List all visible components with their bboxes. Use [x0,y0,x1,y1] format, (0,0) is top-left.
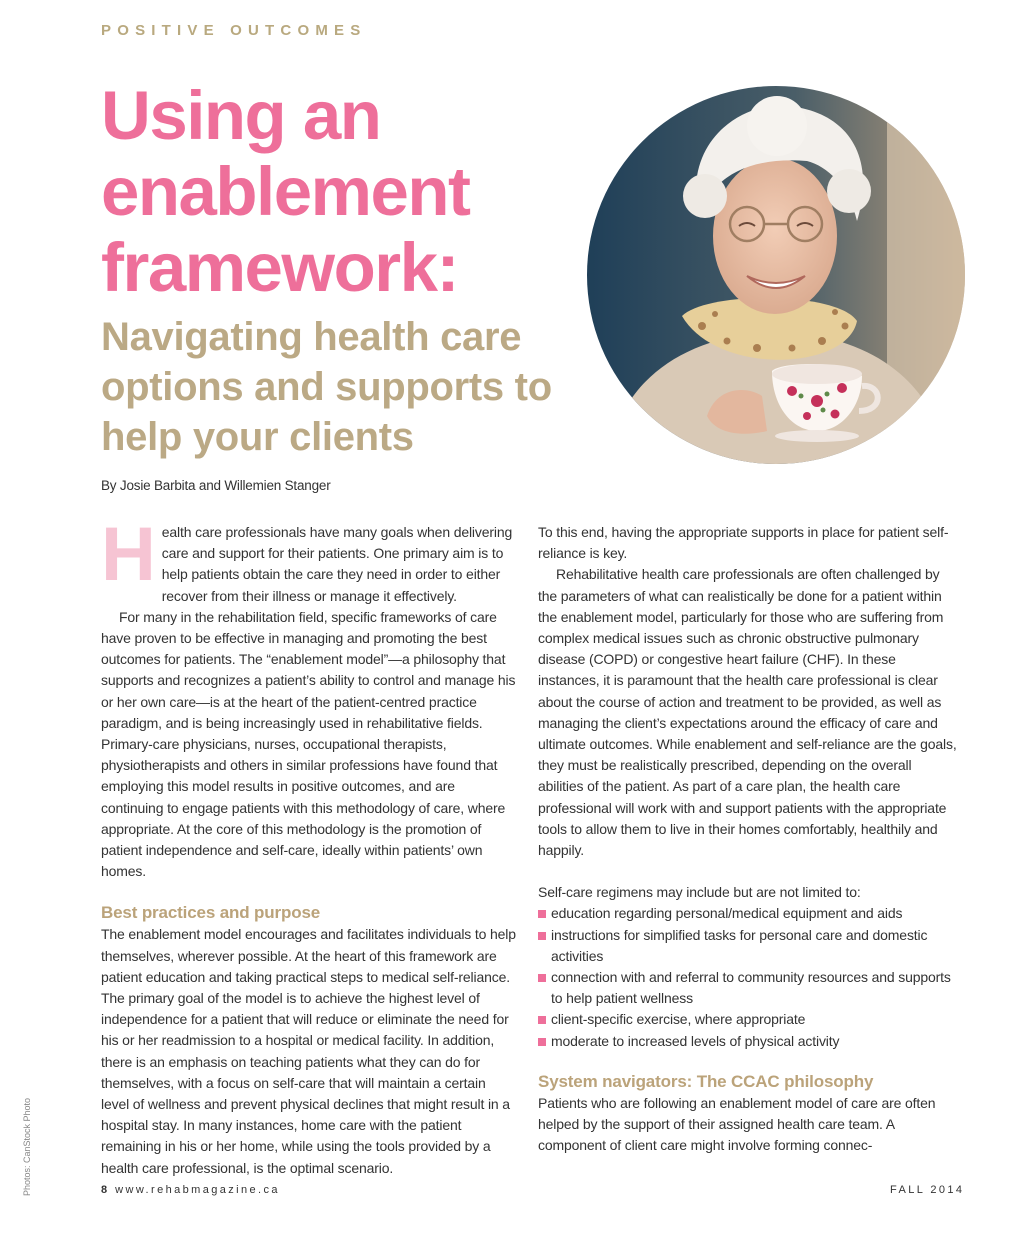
byline: By Josie Barbita and Willemien Stanger [101,478,331,493]
list-item: education regarding personal/medical equipment and aids [538,903,958,924]
page-footer [101,1184,280,1196]
photo-credit: Photos: CanStock Photo [22,1097,32,1196]
body-paragraph: The enablement model encourages and facilitates individuals to help themselves, wherever possible. At the heart of this framework are patient education and taking practical steps to medical self-reliance. The primary goal of the model is to achieve the highest level of independence for a patient that will reduce or eliminate the need for his or her readmission to a hospital or medical facility. In addition, there is an emphasis on teaching patients what they can do for themselves, with a focus on self-care that will maintain a certain level of wellness and prevent physical declines that might result in a hospital stay. In many instances, home care with the patient remaining in his or her home, while using the tools provided by a health care professional, is the optimal scenario. [101,926,516,1176]
section-kicker: POSITIVE OUTCOMES [101,22,367,39]
headline-line: enablement [101,153,470,230]
body-paragraph: Patients who are following an enablement model of care are often helped by the support of their assigned health care team. A component of client care might involve forming connec- [538,1094,936,1154]
subheadline [101,312,601,462]
magazine-url[interactable]: www.rehabmagazine.ca [115,1184,280,1196]
subheadline-line: options and supports to [101,365,552,409]
bullet-square-icon [538,910,546,918]
self-care-list [538,903,958,1051]
list-item: connection with and referral to community resources and supports to help patient wellness [538,967,958,1009]
headline [101,78,581,306]
page-number: 8 [101,1184,108,1196]
body-paragraph: For many in the rehabilitation field, specific frameworks of care have proven to be effective in managing and promoting the best outcomes for patients. The “enablement model”—a philosophy that supports and recognizes a patient’s ability to control and manage his or her own care—is at the heart of the patient-centred practice paradigm, and is being increasingly used in rehabilitative fields. Primary-care physicians, nurses, occupational therapists, physiotherapists and others in similar professions have found that employing this model results in positive outcomes, and are continuing to engage patients with this methodology of care, where appropriate. At the core of this methodology is the promotion of patient independence and self-care, ideally within patients’ own homes. [101,608,516,880]
elderly-woman-photo [587,86,965,464]
list-item: instructions for simplified tasks for personal care and domestic activities [538,925,958,967]
article-column-left [101,512,516,1179]
list-item: moderate to increased levels of physical activity [538,1031,958,1052]
bullet-square-icon [538,974,546,982]
list-intro: Self-care regimens may include but are not limited to: [538,884,861,901]
drop-cap: H [101,512,156,597]
bullet-square-icon [538,1038,546,1046]
headline-line: Using an [101,77,381,154]
issue-date: FALL 2014 [890,1184,965,1196]
body-paragraph: To this end, having the appropriate supports in place for patient self-reliance is key. [538,524,949,562]
headline-line: framework: [101,229,458,306]
list-item: client-specific exercise, where appropriate [538,1009,958,1030]
bullet-square-icon [538,932,546,940]
subheadline-line: help your clients [101,415,414,459]
intro-text: ealth care professionals have many goals when delivering care and support for their patients. One primary aim is to help patients obtain the care they need in order to either recover from their illness or manage it effectively. [161,524,513,604]
intro-paragraph [101,512,516,607]
body-paragraph: Rehabilitative health care professionals are often challenged by the parameters of what can realistically be done for a patient within the enablement model, particularly for those who are suffering from complex medical issues such as chronic obstructive pulmonary disease (COPD) or congestive heart failure (CHF). In these instances, it is paramount that the health care professional is clear about the course of action and treatment to be provided, as well as managing the client’s expectations around the efficacy of care and ultimate outcomes. While enablement and self-reliance are the goals, they must be realistically prescribed, depending on the overall abilities of the patient. As part of a care plan, the health care professional will work with and support patients with the appropriate tools to allow them to live in their homes comfortably, healthily and happily. [538,566,957,859]
article-column-right [538,522,958,1156]
section-heading: System navigators: The CCAC philosophy [538,1071,874,1091]
bullet-square-icon [538,1016,546,1024]
section-heading: Best practices and purpose [101,903,321,923]
subheadline-line: Navigating health care [101,315,522,359]
